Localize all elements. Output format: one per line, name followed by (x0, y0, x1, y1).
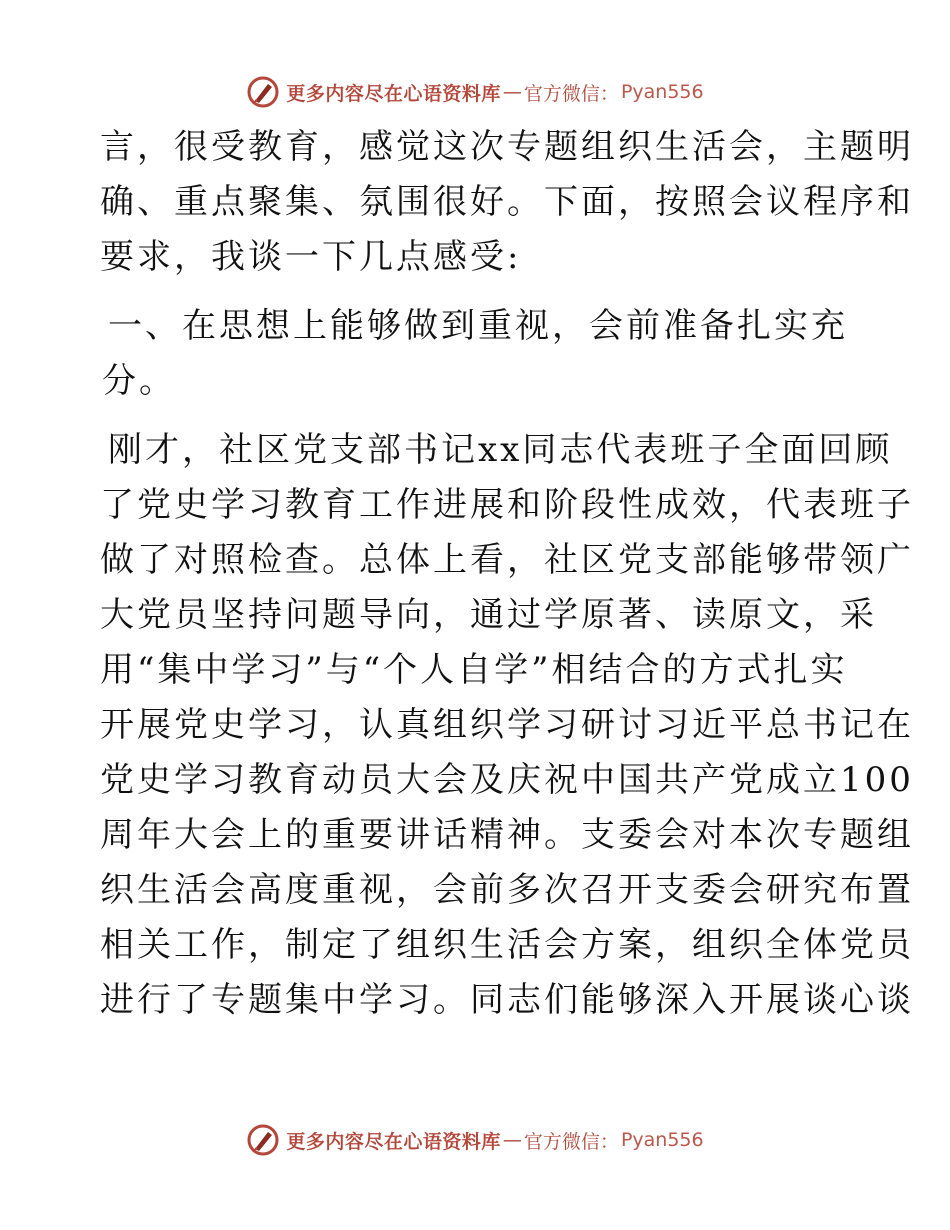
text-line: 了党史学习教育工作进展和阶段性成效，代表班子 (100, 485, 914, 525)
heading-line: 分。 (102, 361, 176, 401)
text-line: 确、重点聚集、氛围很好。下面，按照会议程序和 (100, 182, 914, 222)
paragraph-section-1 (100, 423, 914, 1028)
section-heading-1 (102, 299, 860, 409)
paragraph-intro (100, 120, 914, 285)
text-line: 言，很受教育，感觉这次专题组织生活会，主题明 (100, 127, 914, 167)
text-line: 用“集中学习”与“个人自学”相结合的方式扎实 (100, 650, 848, 690)
document-body (100, 120, 914, 1028)
watermark-brand: 更多内容尽在心语资料库 (286, 1130, 501, 1153)
watermark-wechat-id: Pyan556 (620, 1129, 704, 1151)
watermark-brand: 更多内容尽在心语资料库 (286, 82, 501, 105)
text-line: 大党员坚持问题导向，通过学原著、读原文，采 (100, 595, 877, 635)
heading-line: 一、在思想上能够做到重视，会前准备扎实充 (108, 306, 848, 346)
watermark-separator: — (502, 81, 522, 103)
watermark-separator: — (502, 1129, 522, 1151)
watermark-official-label: 官方微信： (523, 1130, 619, 1153)
text-line: 相关工作，制定了组织生活会方案，组织全体党员 (100, 925, 914, 965)
text-line: 周年大会上的重要讲话精神。支委会对本次专题组 (100, 815, 914, 855)
text-line: 开展党史学习，认真组织学习研讨习近平总书记在 (100, 705, 914, 745)
quill-logo-icon (246, 1123, 280, 1157)
text-line: 做了对照检查。总体上看，社区党支部能够带领广 (100, 540, 914, 580)
watermark-wechat-id: Pyan556 (620, 81, 704, 103)
footer-watermark (0, 1120, 950, 1160)
text-line: 要求，我谈一下几点感受: (100, 237, 522, 277)
text-line: 进行了专题集中学习。同志们能够深入开展谈心谈 (100, 980, 914, 1020)
quill-logo-icon (246, 75, 280, 109)
text-line: 织生活会高度重视，会前多次召开支委会研究布置 (100, 870, 914, 910)
text-line: 刚才，社区党支部书记xx同志代表班子全面回顾 (108, 430, 893, 470)
watermark-official-label: 官方微信： (523, 82, 619, 105)
header-watermark (0, 72, 950, 112)
text-line: 党史学习教育动员大会及庆祝中国共产党成立100 (100, 760, 914, 800)
